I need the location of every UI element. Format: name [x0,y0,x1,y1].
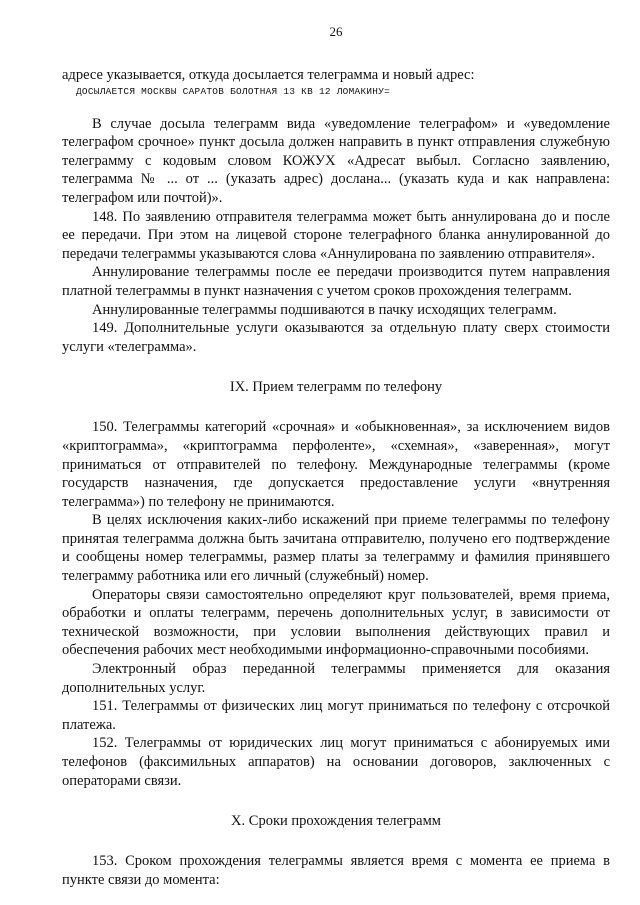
page-number: 26 [329,24,343,39]
paragraph-148: 148. По заявлению отправителя телеграмма может быть аннулирована до и после ее передачи. При этом на лицевой стороне телеграфного бланка аннулированной до передачи телеграммы указываются слова «Аннулирована по заявлению отправителя». [62,208,610,262]
section-title-ix: IX. Прием телеграмм по телефону [229,379,443,396]
paragraph-electronic-image: Электронный образ переданной телеграммы применяется для оказания дополнительных услуг. [62,661,610,696]
paragraph-149: 149. Дополнительные услуги оказываются за отдельную плату сверх стоимости услуги «телеграмма». [62,320,610,355]
paragraph-151: 151. Телеграммы от физических лиц могут приниматься по телефону с отсрочкой платежа. [62,698,610,733]
section-title-x: X. Сроки прохождения телеграмм [231,813,441,830]
paragraph-153: 153. Сроком прохождения телеграммы является время с момента ее приема в пункте связи до момента: [62,853,610,888]
telegram-address-line: ДОСЫЛАЕТСЯ МОСКВЫ САРАТОВ БОЛОТНАЯ 13 КВ 12 ЛОМАКИНУ= [76,85,391,97]
paragraph-150: 150. Телеграммы категорий «срочная» и «обыкновенная», за исключением видов «криптограмма», «криптограмма перфоленте», «схемная», «заверенная», могут приниматься от отправителей по телефону. Международные телеграммы (кроме государств назначения, где допускается предоставление услуги «внутренняя телеграмма») по телефону не принимаются. [62,419,610,510]
paragraph-address-intro: адресе указывается, откуда досылается телеграмма и новый адрес: [62,67,475,83]
paragraph-152: 152. Телеграммы от юридических лиц могут приниматься с абонируемых ими телефонов (факсимильных аппаратов) на основании договоров, заключенных с операторами связи. [62,735,610,789]
paragraph-redirect-notice: В случае досыла телеграмм вида «уведомление телеграфом» и «уведомление телеграфом срочное» пункт досыла должен направить в пункт отправления служебную телеграмму с кодовым словом КОЖУХ «Адресат выбыл. Согласно заявлению, телеграмма № ... от ... (указать адрес) дослана... (указать куда и как направлена: телеграфом или почтой)». [62,115,610,206]
paragraph-cancelled-filing: Аннулированные телеграммы подшиваются в пачку исходящих телеграмм. [92,301,557,318]
paragraph-operators: Операторы связи самостоятельно определяют круг пользователей, время приема, обработки и оплаты телеграмм, перечень дополнительных услуг, в зависимости от технической возможности, при условии выполнения действующих правил и обеспечения рабочих мест необходимыми информационно-справочными пособиями. [62,586,610,659]
paragraph-distortion-prevention: В целях исключения каких-либо искажений при приеме телеграммы по телефону принятая телеграмма должна быть зачитана отправителю, получено его подтверждение и сообщены номер телеграммы, размер платы за телеграмму и фамилия принявшего телеграмму работника или его личный (служебный) номер. [62,512,610,585]
paragraph-cancellation-after: Аннулирование телеграммы после ее передачи производится путем направления платной телеграммы в пункт назначения с учетом сроков прохождения телеграмм. [62,264,610,299]
